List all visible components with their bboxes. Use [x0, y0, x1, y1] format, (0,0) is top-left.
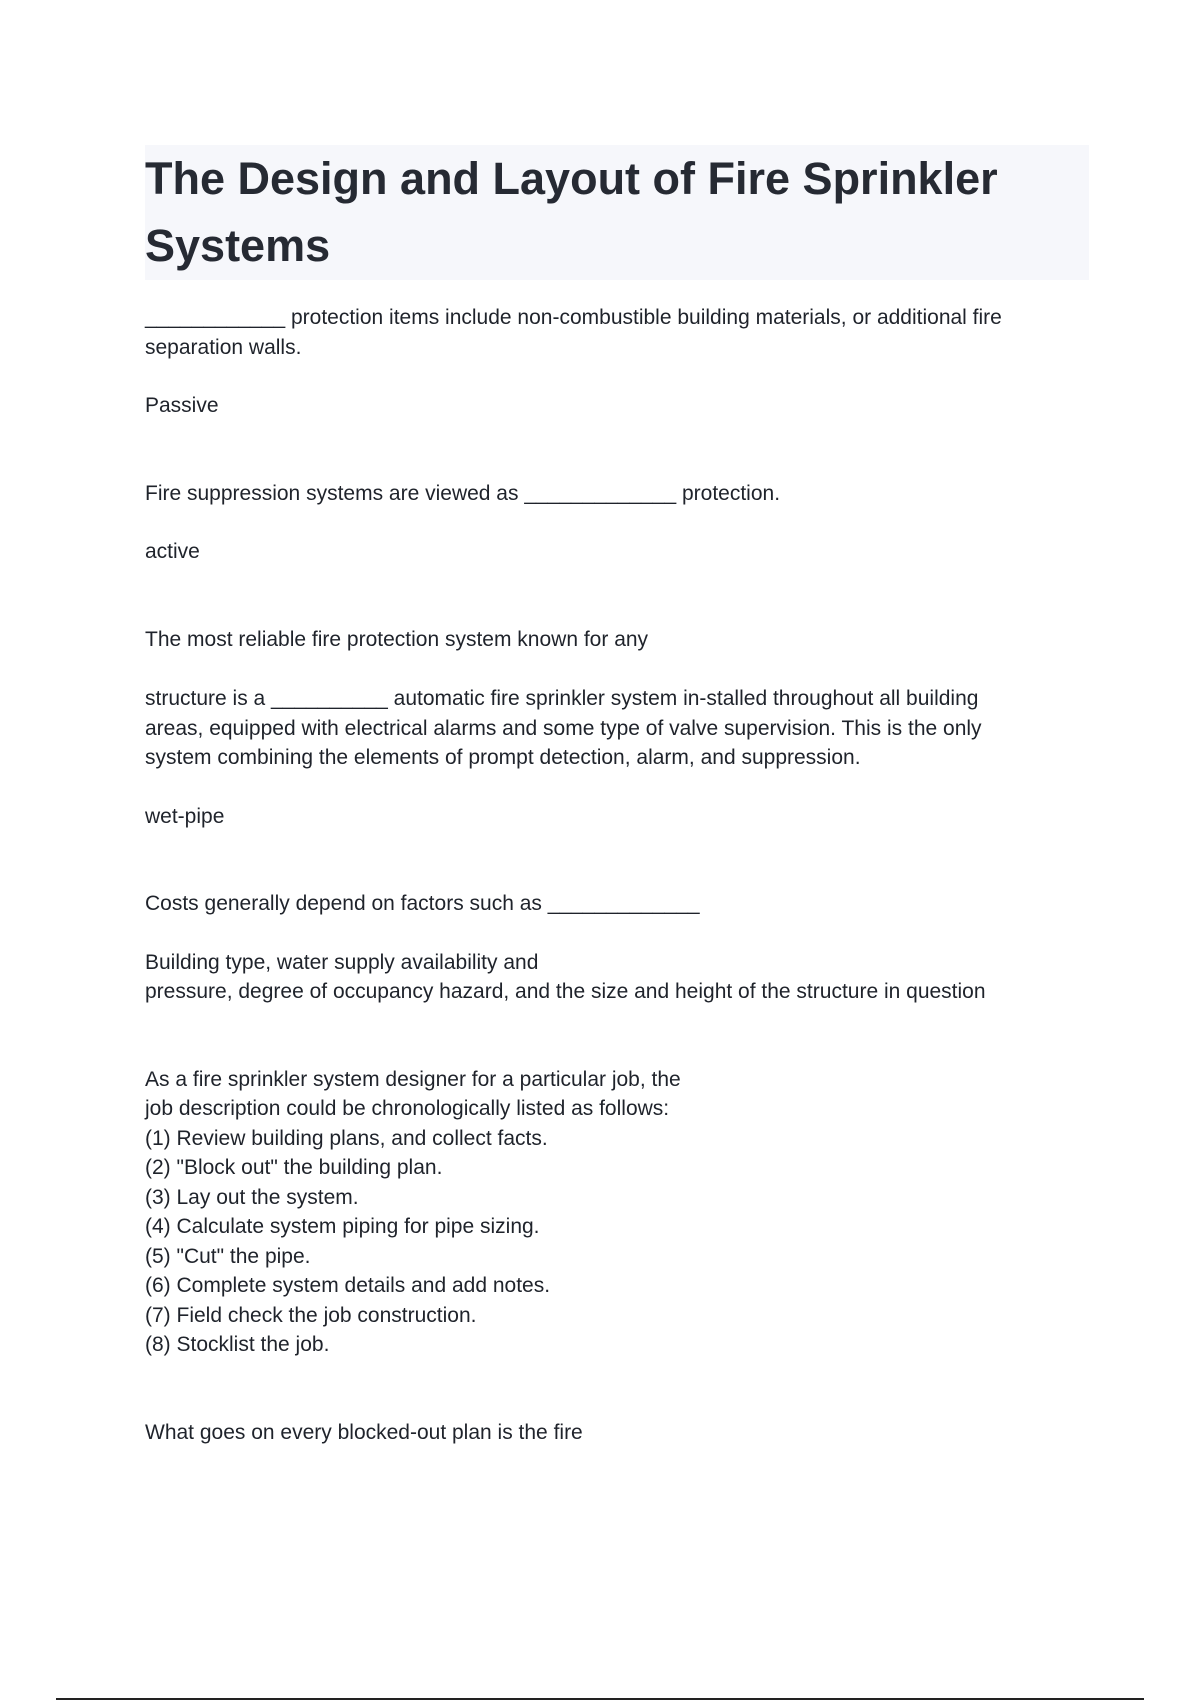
flashcard-question: Fire suppression systems are viewed as _____________ protection. [145, 481, 781, 505]
flashcard-question: What goes on every blocked-out plan is the fire [145, 1420, 583, 1444]
flashcard [145, 889, 1085, 1007]
flashcard [145, 479, 1085, 567]
flashcard-question: Costs generally depend on factors such as _____________ [145, 892, 700, 915]
flashcard-question-continued: structure is a __________ automatic fire sprinkler system in-stalled throughout all building areas, equipped with electrical alarms and some type of valve supervision. This is the only system combining the elements of prompt detection, alarm, and suppression. [145, 687, 982, 769]
flashcard [145, 625, 1085, 832]
flashcard-answer: Passive [145, 394, 219, 417]
flashcard-answer: wet-pipe [145, 804, 225, 828]
flashcard [145, 1418, 1085, 1448]
flashcard-question: ____________ protection items include non-combustible building materials, or additional fire separation walls. [145, 306, 1002, 359]
flashcard-list [145, 303, 1085, 1447]
page-title: The Design and Layout of Fire Sprinkler Systems [145, 153, 998, 271]
flashcard [145, 303, 1085, 421]
flashcard-question: The most reliable fire protection system known for any [145, 627, 649, 651]
flashcard-answer: active [145, 540, 200, 563]
flashcard [145, 1065, 1085, 1360]
title-block [145, 145, 1089, 280]
flashcard-answer: Building type, water supply availability and pressure, degree of occupancy hazard, and the size and height of the structure in question [145, 950, 986, 1003]
flashcard-question: As a fire sprinkler system designer for a particular job, the job description could be chronologically listed as follows: (1) Review building plans, and collect facts. (2) "Block out" the building plan. (3) Lay out the system. (4) Calculate system piping for pipe sizing. (5) "Cut" the pipe. (6) Complete system details and add notes. (7) Field check the job construction. (8) Stocklist the job. [145, 1067, 681, 1356]
